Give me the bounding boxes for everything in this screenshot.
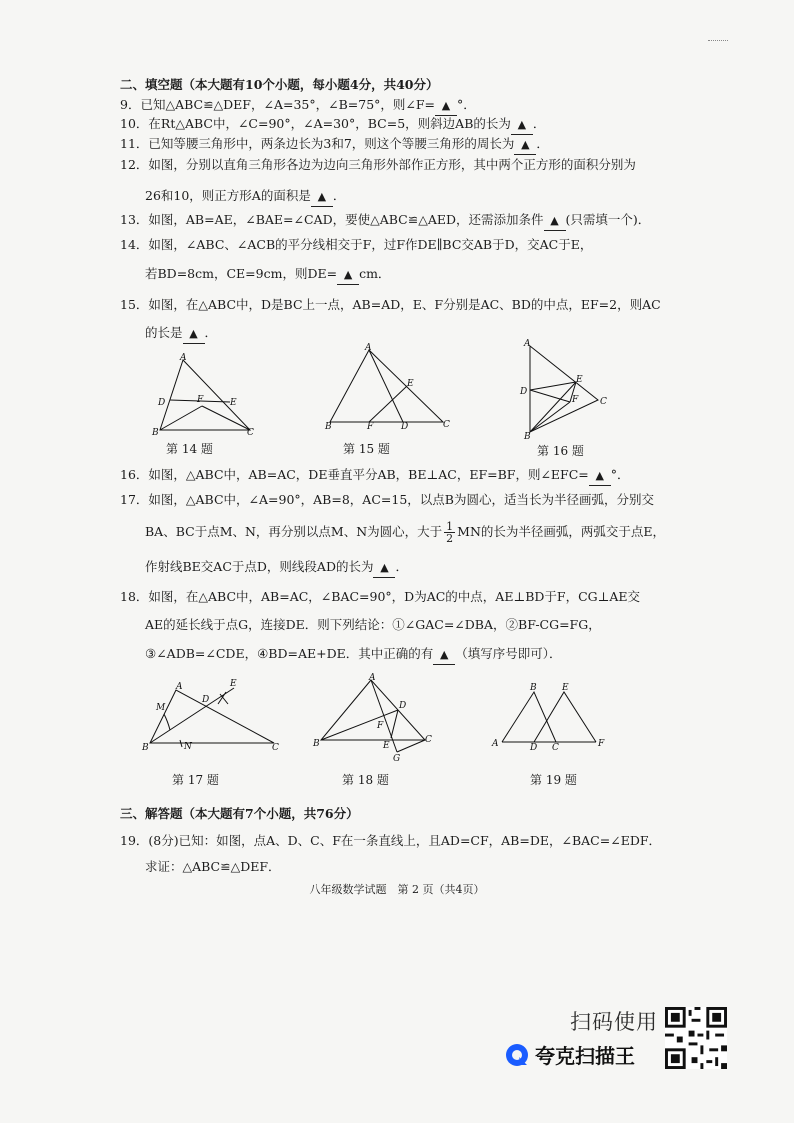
question-9: 9．已知△ABC≌△DEF，∠A=35°，∠B=75°，则∠F= ▲ °． <box>120 96 476 116</box>
label-c: C <box>272 743 279 753</box>
answer-blank: ▲ <box>589 467 611 486</box>
question-14-line1: 14．如图，∠ABC、∠ACB的平分线相交于F，过F作DE∥BC交AB于D，交AC于E， <box>120 237 593 252</box>
label-c: C <box>425 735 432 745</box>
label-b: B <box>530 683 537 693</box>
answer-blank: ▲ <box>511 116 533 135</box>
label-d: D <box>202 695 210 705</box>
page-footer: 八年级数学试题 第 2 页（共4页） <box>309 883 485 896</box>
label-c: C <box>552 743 559 753</box>
answer-blank: ▲ <box>373 559 395 578</box>
label-e: E <box>407 379 414 389</box>
question-18-line1: 18．如图，在△ABC中，AB=AC，∠BAC=90°，D为AC的中点，AE⊥BD于F，CG⊥AE交 <box>120 589 641 604</box>
answer-blank: ▲ <box>544 212 566 231</box>
question-17-line2: BA、BC于点M、N，再分别以点M、N为圆心，大于 $\frac{1}{2}$ MN的长为半径画弧，两弧交于点E， <box>145 520 666 545</box>
label-d: D <box>399 701 407 711</box>
label-d: D <box>401 422 409 432</box>
label-b: B <box>152 428 159 438</box>
label-f: F <box>377 721 384 731</box>
label-n: N <box>184 742 192 752</box>
brand-name: 夸克扫描王 <box>535 1044 635 1068</box>
label-b: B <box>524 432 531 442</box>
label-c: C <box>247 428 254 438</box>
label-g: G <box>393 754 401 764</box>
figure-19 <box>490 680 610 753</box>
quark-logo-icon <box>505 1043 529 1067</box>
question-13: 13．如图，AB=AE，∠BAE=∠CAD，要使△ABC≌△AED，还需添加条件 ▲ (只需填一个)． <box>120 211 650 231</box>
question-12-line1: 12．如图，分别以直角三角形各边为边向三角形外部作正方形，其中两个正方形的面积分别为 <box>120 157 636 172</box>
label-a: A <box>524 339 531 349</box>
fraction-one-half: $\frac{1}{2}$ <box>446 520 454 545</box>
label-a: A <box>369 673 376 683</box>
label-e: E <box>562 683 569 693</box>
answer-blank: ▲ <box>435 97 457 116</box>
answer-blank: ▲ <box>337 266 359 285</box>
scan-watermark-text: 扫码使用 <box>570 1010 658 1034</box>
label-d: D <box>158 398 166 408</box>
qr-code-icon[interactable] <box>665 1007 727 1069</box>
caption-figure-16: 第 16 题 <box>537 444 584 458</box>
label-e: E <box>576 375 583 385</box>
scan-watermark-brand <box>505 1040 635 1069</box>
question-18-line3: ③∠ADB=∠CDE，④BD=AE+DE．其中正确的有 ▲ （填写序号即可）． <box>145 645 562 665</box>
label-b: B <box>313 739 320 749</box>
figure-17 <box>142 678 292 753</box>
caption-figure-14: 第 14 题 <box>166 442 213 456</box>
label-f: F <box>197 395 204 405</box>
label-f: F <box>598 739 605 749</box>
label-d: D <box>530 743 538 753</box>
label-c: C <box>443 420 450 430</box>
answer-blank: ▲ <box>514 136 536 155</box>
question-19-line1: 19．(8分)已知：如图，点A、D、C、F在一条直线上，且AD=CF，AB=DE，∠BAC=∠EDF． <box>120 833 662 848</box>
question-18-line2: AE的延长线于点G，连接DE．则下列结论：①∠GAC=∠DBA，②BF-CG=FG， <box>145 617 601 632</box>
label-a: A <box>365 343 372 353</box>
question-19-line2: 求证：△ABC≌△DEF． <box>145 859 281 874</box>
label-a: A <box>492 739 499 749</box>
label-b: B <box>142 743 149 753</box>
label-f: F <box>572 395 579 405</box>
answer-blank: ▲ <box>433 646 455 665</box>
figure-16 <box>518 340 613 440</box>
question-15-line2: 的长是 ▲ ． <box>145 324 217 344</box>
caption-figure-15: 第 15 题 <box>343 442 390 456</box>
question-17-line3: 作射线BE交AC于点D，则线段AD的长为 ▲ ． <box>145 558 408 578</box>
question-14-line2: 若BD=8cm，CE=9cm，则DE= ▲ cm． <box>145 265 390 285</box>
label-f: F <box>367 422 374 432</box>
answer-blank: ▲ <box>311 188 333 207</box>
caption-figure-17: 第 17 题 <box>172 773 219 787</box>
figure-15 <box>325 342 455 430</box>
label-e: E <box>230 679 237 689</box>
question-16: 16．如图，△ABC中，AB=AC，DE垂直平分AB，BE⊥AC，EF=BF，则∠EFC= ▲ °． <box>120 466 630 486</box>
question-17-line1: 17．如图，△ABC中，∠A=90°，AB=8，AC=15，以点B为圆心，适当长为半径画弧，分别交 <box>120 492 654 507</box>
answer-blank: ▲ <box>183 325 205 344</box>
label-d: D <box>520 387 528 397</box>
question-15-line1: 15．如图，在△ABC中，D是BC上一点，AB=AD，E、F分别是AC、BD的中点，EF=2，则AC <box>120 297 661 312</box>
caption-figure-18: 第 18 题 <box>342 773 389 787</box>
question-10: 10．在Rt△ABC中，∠C=90°，∠A=30°，BC=5，则斜边AB的长为 ▲ ． <box>120 115 545 135</box>
section2-title: 二、填空题（本大题有10个小题，每小题4分，共40分） <box>120 77 439 92</box>
figure-18 <box>313 672 438 762</box>
label-c: C <box>600 397 607 407</box>
scan-artifact <box>708 40 728 43</box>
section3-title: 三、解答题（本大题有7个小题，共76分） <box>120 806 359 821</box>
label-b: B <box>325 422 332 432</box>
label-e: E <box>383 741 390 751</box>
label-a: A <box>176 682 183 692</box>
label-a: A <box>180 353 187 363</box>
label-e: E <box>230 398 237 408</box>
question-12-line2: 26和10，则正方形A的面积是 ▲ ． <box>145 187 345 207</box>
caption-figure-19: 第 19 题 <box>530 773 577 787</box>
label-m: M <box>156 703 166 713</box>
question-11: 11．已知等腰三角形中，两条边长为3和7，则这个等腰三角形的周长为 ▲ ． <box>120 135 549 155</box>
figure-14 <box>150 352 270 437</box>
